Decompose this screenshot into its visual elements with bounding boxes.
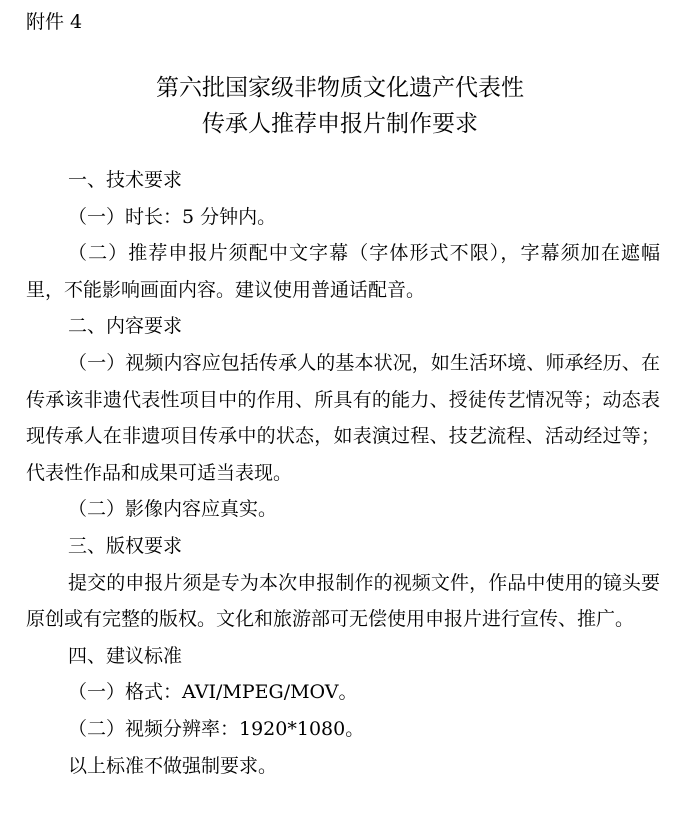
section-heading-content: 二、内容要求 <box>68 315 183 338</box>
section-heading-technical: 一、技术要求 <box>68 169 183 191</box>
attachment-label: 附件 4 <box>26 11 83 33</box>
document-body <box>26 162 660 784</box>
section-heading-copyright: 三、版权要求 <box>68 534 183 557</box>
technical-item-subtitles: （二）推荐申报片须配中文字幕（字体形式不限），字幕须加在遮幅里，不能影响画面内容。建议使用普通话配音。 <box>26 242 660 301</box>
closing-note: 以上标准不做强制要求。 <box>68 754 278 777</box>
content-item-authenticity: （二）影像内容应真实。 <box>68 498 278 521</box>
document-title-line-1: 第六批国家级非物质文化遗产代表性 <box>156 75 524 101</box>
standard-item-format: （一）格式：AVI/MPEG/MOV。 <box>68 681 358 704</box>
document-title-line-2: 传承人推荐申报片制作要求 <box>202 111 478 137</box>
standard-item-resolution: （二）视频分辨率：1920*1080。 <box>68 717 365 740</box>
technical-item-duration: （一）时长：5 分钟内。 <box>68 205 277 228</box>
section-heading-standards: 四、建议标准 <box>68 644 183 667</box>
content-item-coverage: （一）视频内容应包括传承人的基本状况，如生活环境、师承经历、在传承该非遗代表性项目中的作用、所具有的能力、授徒传艺情况等；动态表现传承人在非遗项目传承中的状态，如表演过程、技艺流程、活动经过等；代表性作品和成果可适当表现。 <box>26 351 660 484</box>
copyright-paragraph: 提交的申报片须是专为本次申报制作的视频文件，作品中使用的镜头要原创或有完整的版权。文化和旅游部可无偿使用申报片进行宣传、推广。 <box>26 571 660 631</box>
